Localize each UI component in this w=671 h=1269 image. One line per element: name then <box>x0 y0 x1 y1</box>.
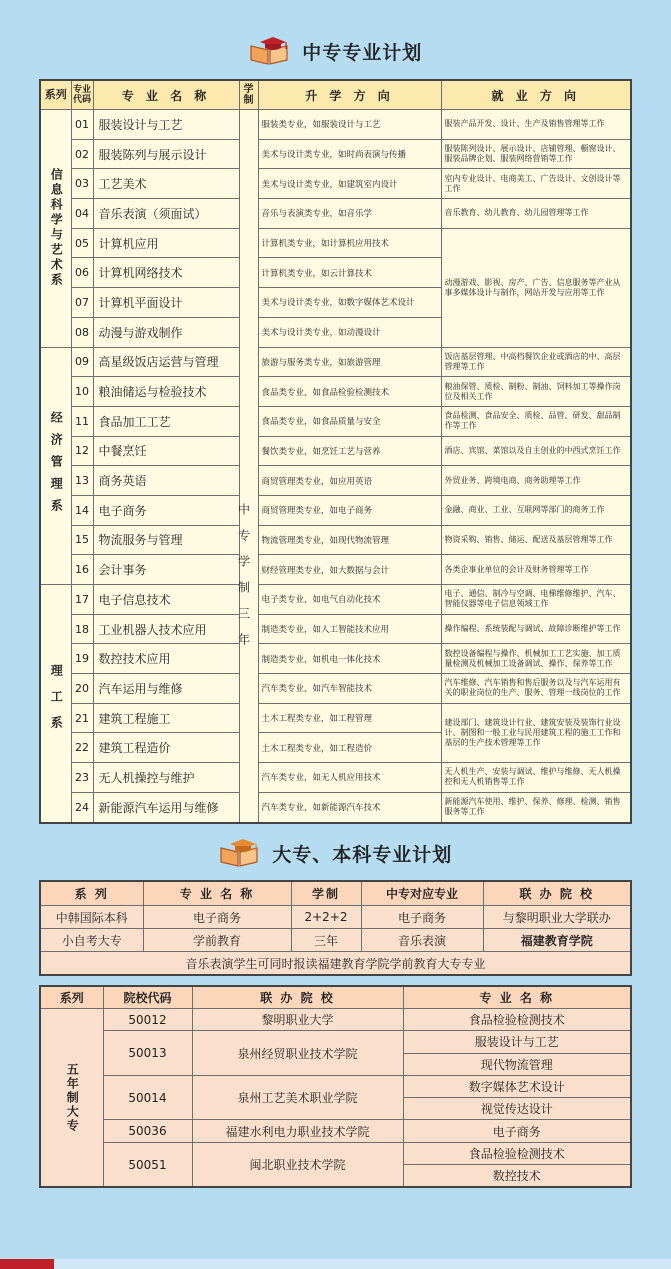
table-row <box>40 644 631 674</box>
school-code-cell: 50014 <box>103 1075 192 1120</box>
major-name-cell: 高星级饭店运营与管理 <box>93 347 239 377</box>
employment-cell: 建设部门、建筑设计行业、建筑安装及装饰行业设计、制图和一般工业与民用建筑工程的施工工作和基层的生产技术管理等工作 <box>441 703 631 762</box>
major-name-cell: 建筑工程施工 <box>93 703 239 733</box>
table-row <box>40 495 631 525</box>
partner-cell: 福建教育学院 <box>483 929 631 952</box>
further-study-cell: 土木工程类专业，如工程管理 <box>258 703 441 733</box>
match-cell: 音乐表演 <box>361 929 483 952</box>
major-name-cell: 建筑工程造价 <box>93 733 239 763</box>
major-name-cell: 商务英语 <box>93 466 239 496</box>
table-row <box>40 1075 631 1097</box>
table-row <box>40 199 631 229</box>
header-series: 系列 <box>40 986 103 1009</box>
major-name-cell: 食品检验检测技术 <box>403 1009 631 1031</box>
table-row <box>40 436 631 466</box>
partner-school-cell: 泉州经贸职业技术学院 <box>192 1031 403 1076</box>
further-study-cell: 服装类专业，如服装设计与工艺 <box>258 110 441 140</box>
five-year-program-table <box>39 985 632 1188</box>
further-study-cell: 美术与设计类专业，如建筑室内设计 <box>258 169 441 199</box>
employment-cell: 音乐教育、幼儿教育、幼儿园管理等工作 <box>441 199 631 229</box>
table-row <box>40 1009 631 1031</box>
code-cell: 17 <box>71 585 93 615</box>
department-cell: 信息科学与艺术系 <box>40 110 71 348</box>
header-employ: 就 业 方 向 <box>441 80 631 110</box>
major-name-cell: 服装陈列与展示设计 <box>93 139 239 169</box>
table-header-row <box>40 80 631 110</box>
code-cell: 24 <box>71 792 93 822</box>
employment-cell: 室内专业设计、电商美工、广告设计、文创设计等工作 <box>441 169 631 199</box>
section2-heading <box>0 838 671 868</box>
table-row <box>40 228 631 258</box>
code-cell: 23 <box>71 763 93 793</box>
table-row <box>40 406 631 436</box>
major-name-cell: 工业机器人技术应用 <box>93 614 239 644</box>
partner-cell: 与黎明职业大学联办 <box>483 906 631 929</box>
employment-cell: 外贸业务、跨境电商、商务助理等工作 <box>441 466 631 496</box>
header-code: 专业代码 <box>71 80 93 110</box>
section1-title: 中专专业计划 <box>302 41 423 64</box>
header-name: 专 业 名 称 <box>143 881 291 906</box>
major-name-cell: 服装设计与工艺 <box>403 1031 631 1053</box>
major-name-cell: 电子商务 <box>93 495 239 525</box>
partner-school-cell: 福建水利电力职业技术学院 <box>192 1120 403 1142</box>
code-cell: 13 <box>71 466 93 496</box>
further-study-cell: 美术与设计类专业，如时尚表演与传播 <box>258 139 441 169</box>
header-partner: 联 办 院 校 <box>483 881 631 906</box>
note-row <box>40 952 631 976</box>
table-row <box>40 703 631 733</box>
table-row <box>40 763 631 793</box>
header-match: 中专对应专业 <box>361 881 483 906</box>
further-study-cell: 土木工程类专业，如工程造价 <box>258 733 441 763</box>
further-study-cell: 制造类专业，如人工智能技术应用 <box>258 614 441 644</box>
major-name-cell: 数控技术应用 <box>93 644 239 674</box>
table-row <box>40 674 631 704</box>
section2-title: 大专、本科专业计划 <box>272 843 453 866</box>
major-name-cell: 服装设计与工艺 <box>93 110 239 140</box>
major-name-cell: 计算机应用 <box>93 228 239 258</box>
major-name-cell: 计算机平面设计 <box>93 288 239 318</box>
code-cell: 12 <box>71 436 93 466</box>
further-study-cell: 物流管理类专业，如现代物流管理 <box>258 525 441 555</box>
further-study-cell: 汽车类专业，如无人机应用技术 <box>258 763 441 793</box>
secondary-program-table <box>39 79 632 824</box>
header-system: 学制 <box>291 881 361 906</box>
code-cell: 22 <box>71 733 93 763</box>
major-name-cell: 动漫与游戏制作 <box>93 317 239 347</box>
footer-accent-tab <box>0 1259 54 1269</box>
name-cell: 电子商务 <box>143 906 291 929</box>
code-cell: 15 <box>71 525 93 555</box>
further-study-cell: 音乐与表演类专业，如音乐学 <box>258 199 441 229</box>
major-name-cell: 粮油储运与检验技术 <box>93 377 239 407</box>
further-study-cell: 计算机类专业，如计算机应用技术 <box>258 228 441 258</box>
code-cell: 21 <box>71 703 93 733</box>
book-graduation-icon <box>249 36 289 66</box>
employment-cell: 数控设备编程与操作、机械加工工艺实施、加工质量检测及机械加工设备调试、操作、保养等工作 <box>441 644 631 674</box>
employment-cell: 无人机生产、安装与调试、维护与维修、无人机操控和无人机销售等工作 <box>441 763 631 793</box>
further-study-cell: 旅游与服务类专业，如旅游管理 <box>258 347 441 377</box>
employment-cell: 酒店、宾馆、菜馆以及自主创业的中西式烹饪工作 <box>441 436 631 466</box>
school-code-cell: 50036 <box>103 1120 192 1142</box>
partner-school-cell: 闽北职业技术学院 <box>192 1142 403 1187</box>
code-cell: 09 <box>71 347 93 377</box>
employment-cell: 各类企事业单位的会计及财务管理等工作 <box>441 555 631 585</box>
code-cell: 11 <box>71 406 93 436</box>
header-series: 系列 <box>40 80 71 110</box>
major-name-cell: 电子商务 <box>403 1120 631 1142</box>
further-study-cell: 食品类专业，如食品检验检测技术 <box>258 377 441 407</box>
table-row <box>40 169 631 199</box>
header-partner: 联 办 院 校 <box>192 986 403 1009</box>
code-cell: 20 <box>71 674 93 704</box>
further-study-cell: 餐饮类专业，如烹饪工艺与营养 <box>258 436 441 466</box>
college-program-table <box>39 880 632 976</box>
code-cell: 06 <box>71 258 93 288</box>
further-study-cell: 食品类专业，如食品质量与安全 <box>258 406 441 436</box>
major-name-cell: 现代物流管理 <box>403 1053 631 1075</box>
major-name-cell: 会计事务 <box>93 555 239 585</box>
code-cell: 08 <box>71 317 93 347</box>
table-row <box>40 1031 631 1053</box>
code-cell: 10 <box>71 377 93 407</box>
further-study-cell: 美术与设计类专业，如数字媒体艺术设计 <box>258 288 441 318</box>
major-name-cell: 电子信息技术 <box>93 585 239 615</box>
major-name-cell: 汽车运用与维修 <box>93 674 239 704</box>
employment-cell: 电子、通信、制冷与空调、电梯维修维护、汽车、智能仪器等电子信息领域工作 <box>441 585 631 615</box>
major-name-cell: 中餐烹饪 <box>93 436 239 466</box>
table-header-row <box>40 881 631 906</box>
further-study-cell: 电子类专业，如电气自动化技术 <box>258 585 441 615</box>
system-cell: 三年 <box>291 929 361 952</box>
department-cell: 理工系 <box>40 585 71 823</box>
table-row <box>40 347 631 377</box>
system-cell: 2+2+2 <box>291 906 361 929</box>
major-name-cell: 音乐表演（须面试） <box>93 199 239 229</box>
table-row <box>40 139 631 169</box>
code-cell: 18 <box>71 614 93 644</box>
table-row <box>40 906 631 929</box>
footer-strip <box>0 1259 671 1269</box>
major-name-cell: 工艺美术 <box>93 169 239 199</box>
employment-cell: 新能源汽车使用、维护、保养、修理、检测、销售服务等工作 <box>441 792 631 822</box>
header-series: 系 列 <box>40 881 143 906</box>
header-code: 院校代码 <box>103 986 192 1009</box>
further-study-cell: 美术与设计类专业，如动漫设计 <box>258 317 441 347</box>
employment-cell: 食品检测、食品安全、质检、品管、研发、甜品制作等工作 <box>441 406 631 436</box>
further-study-cell: 制造类专业，如机电一体化技术 <box>258 644 441 674</box>
table-row <box>40 110 631 140</box>
system-cell: 中专学制三年 <box>239 110 258 823</box>
name-cell: 学前教育 <box>143 929 291 952</box>
header-name: 专 业 名 称 <box>93 80 239 110</box>
code-cell: 01 <box>71 110 93 140</box>
table-row <box>40 585 631 615</box>
code-cell: 05 <box>71 228 93 258</box>
table-row <box>40 614 631 644</box>
header-system: 学制 <box>239 80 258 110</box>
book-graduation-icon <box>219 838 259 868</box>
table-row <box>40 1120 631 1142</box>
further-study-cell: 汽车类专业，如汽车智能技术 <box>258 674 441 704</box>
major-name-cell: 物流服务与管理 <box>93 525 239 555</box>
employment-cell: 服装陈列设计、展示设计、店铺管理、橱窗设计、服装品牌企划、服装网络营销等工作 <box>441 139 631 169</box>
school-code-cell: 50051 <box>103 1142 192 1187</box>
further-study-cell: 汽车类专业，如新能源汽车技术 <box>258 792 441 822</box>
department-cell: 经济管理系 <box>40 347 71 585</box>
code-cell: 16 <box>71 555 93 585</box>
code-cell: 19 <box>71 644 93 674</box>
match-cell: 电子商务 <box>361 906 483 929</box>
employment-cell: 操作编程、系统装配与调试、故障诊断维护等工作 <box>441 614 631 644</box>
note-cell: 音乐表演学生可同时报读福建教育学院学前教育大专专业 <box>40 952 631 976</box>
school-code-cell: 50012 <box>103 1009 192 1031</box>
employment-cell: 粮油保管、质检、制粉、制油、饲料加工等操作岗位及相关工作 <box>441 377 631 407</box>
table-row <box>40 792 631 822</box>
major-name-cell: 计算机网络技术 <box>93 258 239 288</box>
school-code-cell: 50013 <box>103 1031 192 1076</box>
series-cell: 中韩国际本科 <box>40 906 143 929</box>
employment-cell: 物资采购、销售、储运、配送及基层管理等工作 <box>441 525 631 555</box>
code-cell: 07 <box>71 288 93 318</box>
table-row <box>40 466 631 496</box>
table-row <box>40 525 631 555</box>
employment-cell: 服装产品开发、设计、生产及销售管理等工作 <box>441 110 631 140</box>
further-study-cell: 商贸管理类专业，如应用英语 <box>258 466 441 496</box>
table-row <box>40 555 631 585</box>
further-study-cell: 计算机类专业，如云计算技术 <box>258 258 441 288</box>
table-row <box>40 1142 631 1164</box>
header-name: 专 业 名 称 <box>403 986 631 1009</box>
major-name-cell: 无人机操控与维护 <box>93 763 239 793</box>
code-cell: 02 <box>71 139 93 169</box>
partner-school-cell: 泉州工艺美术职业学院 <box>192 1075 403 1120</box>
header-further: 升 学 方 向 <box>258 80 441 110</box>
table-row <box>40 929 631 952</box>
code-cell: 04 <box>71 199 93 229</box>
further-study-cell: 商贸管理类专业，如电子商务 <box>258 495 441 525</box>
series-cell: 小自考大专 <box>40 929 143 952</box>
series-cell: 五年制大专 <box>40 1009 103 1188</box>
employment-cell: 汽车维修、汽车销售和售后服务以及与汽车运用有关的职业岗位的生产、服务、管理一线岗位的工作 <box>441 674 631 704</box>
employment-cell: 动漫游戏、影视、房产、广告、信息服务等产业从事多媒体设计与制作，网站开发与应用等工作 <box>441 228 631 347</box>
table-row <box>40 377 631 407</box>
major-name-cell: 数字媒体艺术设计 <box>403 1075 631 1097</box>
further-study-cell: 财经管理类专业，如大数据与会计 <box>258 555 441 585</box>
code-cell: 14 <box>71 495 93 525</box>
major-name-cell: 食品加工工艺 <box>93 406 239 436</box>
code-cell: 03 <box>71 169 93 199</box>
employment-cell: 饭店基层管理、中高档餐饮企业或酒店的中、高层管理等工作 <box>441 347 631 377</box>
table-header-row <box>40 986 631 1009</box>
employment-cell: 金融、商业、工业、互联网等部门的商务工作 <box>441 495 631 525</box>
major-name-cell: 食品检验检测技术 <box>403 1142 631 1164</box>
section1-heading <box>0 36 671 66</box>
major-name-cell: 数控技术 <box>403 1165 631 1188</box>
partner-school-cell: 黎明职业大学 <box>192 1009 403 1031</box>
major-name-cell: 新能源汽车运用与维修 <box>93 792 239 822</box>
major-name-cell: 视觉传达设计 <box>403 1098 631 1120</box>
